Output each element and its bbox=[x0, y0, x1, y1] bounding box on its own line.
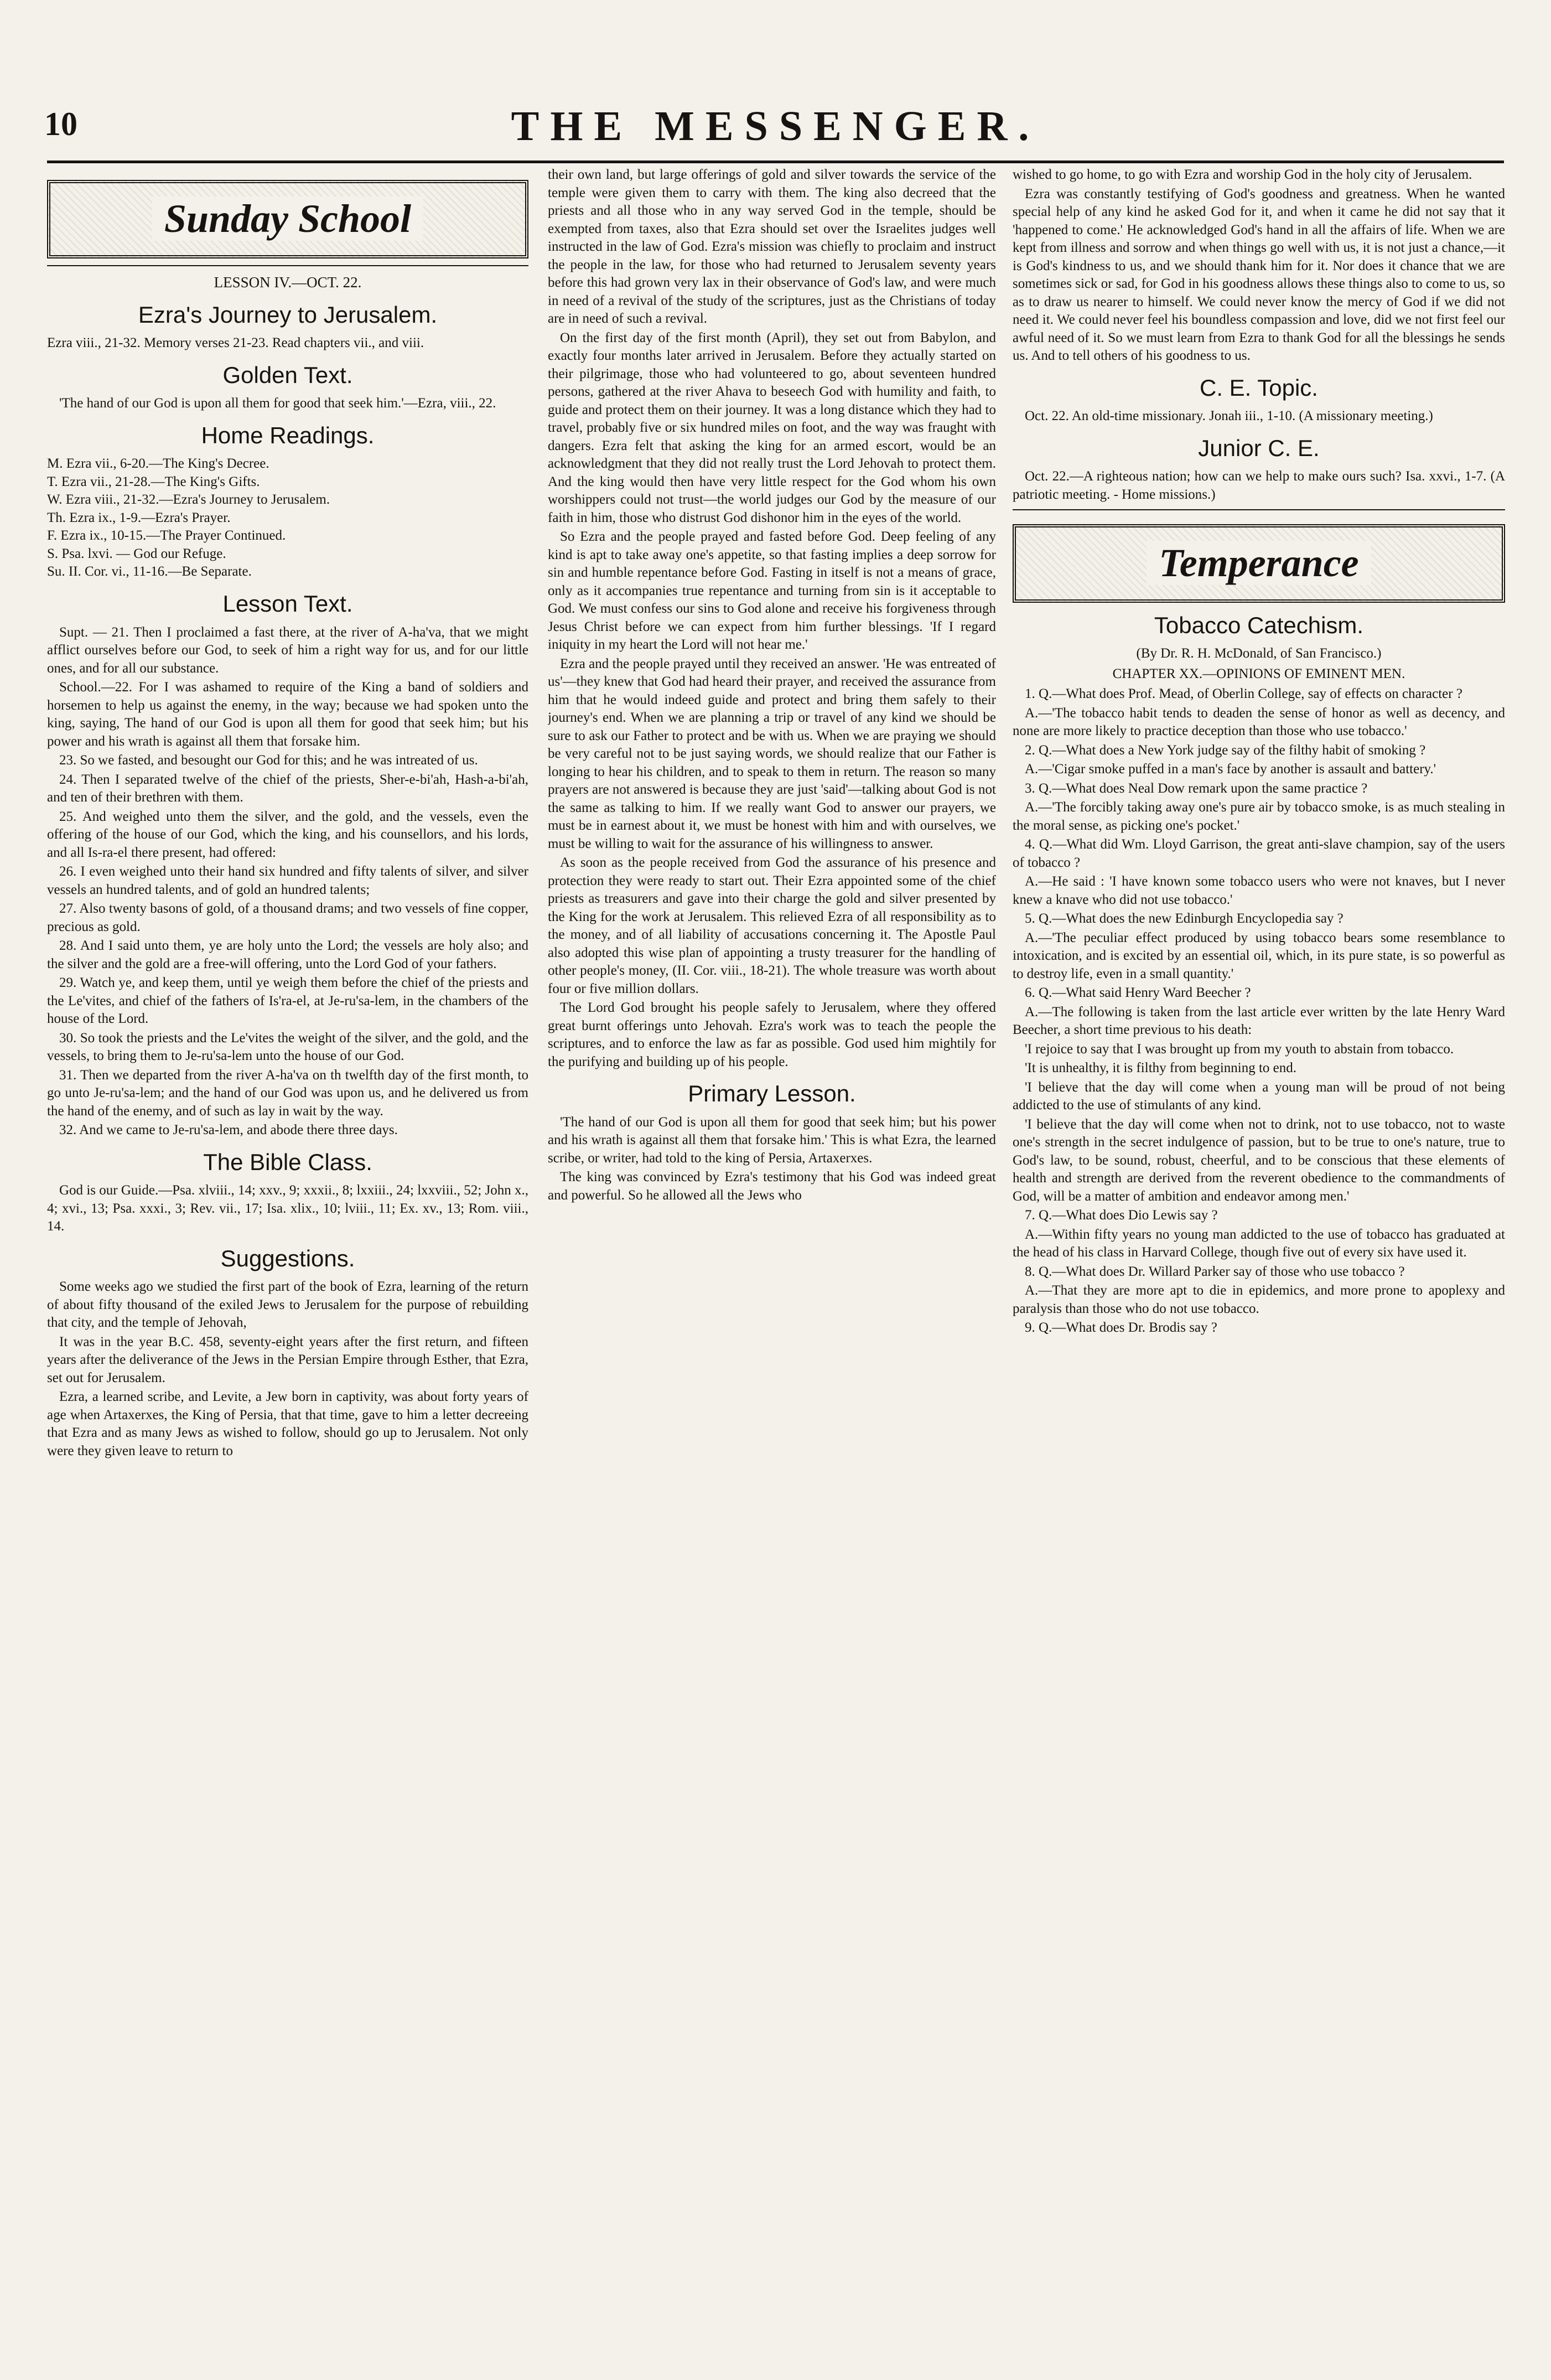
column-2 bbox=[548, 166, 996, 2369]
qa-item: 'I believe that the day will come when a young man will be proud of not being addicted to the use of stimulants of any kind. bbox=[1013, 1079, 1505, 1113]
qa-item: 7. Q.—What does Dio Lewis say ? bbox=[1025, 1208, 1218, 1223]
junior-ce-text: Oct. 22.—A righteous nation; how can we help to make ours such? Isa. xxvi., 1-7. (A patriotic meeting. - Home missions.) bbox=[1013, 469, 1505, 502]
verse: Supt. — 21. Then I proclaimed a fast there, at the river of A-ha'va, that we might afflict ourselves before our God, to seek of him a right way for us, and for our little ones, and for all our substance. bbox=[47, 624, 528, 676]
junior-ce-heading: Junior C. E. bbox=[1198, 434, 1320, 461]
bible-class-text: God is our Guide.—Psa. xlviii., 14; xxv., 9; xxxii., 8; lxxiii., 24; lxxviii., 52; John x., 4; xvi., 13; Psa. xxxi., 3; Rev. vii., 17; Isa. xlix., 10; lviii., 11; Ex. xv., 13; Rom. viii., 14. bbox=[47, 1183, 528, 1234]
catechism-byline: (By Dr. R. H. McDonald, of San Francisco.) bbox=[1136, 646, 1382, 661]
ornament-lettering: Sunday School bbox=[152, 196, 423, 241]
qa-item: 2. Q.—What does a New York judge say of the filthy habit of smoking ? bbox=[1025, 742, 1426, 758]
home-readings-list bbox=[47, 455, 528, 581]
reading-item: W. Ezra viii., 21-32.—Ezra's Journey to Jerusalem. bbox=[47, 492, 330, 508]
home-readings-heading: Home Readings. bbox=[201, 422, 375, 448]
qa-item: A.—He said : 'I have known some tobacco users who were not knaves, but I never knew a knave who did not use tobacco.' bbox=[1013, 874, 1505, 907]
reading-item: Th. Ezra ix., 1-9.—Ezra's Prayer. bbox=[47, 510, 231, 525]
article-paragraph: Ezra and the people prayed until they received an answer. 'He was entreated of us'—they knew that God had heard their prayer, and received the assurance from him that he would indeed guide and protect and bring them safely to their journey's end. When we are planning a trip or travel of any kind we should be sure to ask our Father to protect and be with us. When we are praying we should be very careful not to be just saying words, we should realize that our Father is longing to hear his children, and to speak to them in return. The reason so many prayers are not answered is because they are just 'said'—talking about God is not the same as talking to him. If we really want God to answer our prayers, we must be in earnest about it, we must be honest with him and with ourselves, we must be willing to wait for the assurance of his willingness to answer. bbox=[548, 656, 996, 851]
qa-item: A.—'The peculiar effect produced by using tobacco bears some resemblance to intoxication, and is excited by an essential oil, which, in its pure state, is so powerful as to destroy life, even in a small quantity.' bbox=[1013, 930, 1505, 981]
golden-text-heading: Golden Text. bbox=[222, 361, 353, 388]
primary-lesson-heading: Primary Lesson. bbox=[688, 1080, 856, 1106]
header-rule bbox=[47, 161, 1504, 163]
lesson-reference: Ezra viii., 21-32. Memory verses 21-23. Read chapters vii., and viii. bbox=[47, 335, 424, 351]
lesson-title: Ezra's Journey to Jerusalem. bbox=[138, 301, 438, 328]
article-paragraph: wished to go home, to go with Ezra and worship God in the holy city of Jerusalem. bbox=[1013, 167, 1472, 182]
qa-item: 'I rejoice to say that I was brought up from my youth to abstain from tobacco. bbox=[1025, 1041, 1454, 1057]
column-3 bbox=[1013, 166, 1505, 2369]
verse: 28. And I said unto them, ye are holy unto the Lord; the vessels are holy also; and the silver and the gold are a free-will offering, unto the Lord God of your fathers. bbox=[47, 938, 528, 971]
qa-item: A.—Within fifty years no young man addicted to the use of tobacco has graduated at the head of his class in Harvard College, though five out of every six have used it. bbox=[1013, 1227, 1505, 1260]
catechism-heading: Tobacco Catechism. bbox=[1154, 612, 1364, 638]
qa-item: 4. Q.—What did Wm. Lloyd Garrison, the great anti-slave champion, say of the users of tobacco ? bbox=[1013, 837, 1505, 870]
qa-item: A.—'Cigar smoke puffed in a man's face by another is assault and battery.' bbox=[1025, 762, 1436, 777]
verse: 32. And we came to Je-ru'sa-lem, and abode there three days. bbox=[59, 1122, 398, 1138]
suggestion-paragraph: Some weeks ago we studied the first part of the book of Ezra, learning of the return of about fifty thousand of the exiled Jews to Jerusalem for the purpose of rebuilding that city, and the temple of Jehovah, bbox=[47, 1279, 528, 1331]
ce-topic-heading: C. E. Topic. bbox=[1200, 374, 1318, 401]
qa-item: 'I believe that the day will come when not to drink, not to use tobacco, not to waste one's strength in the secret indulgence of passion, but to be true to one's nature, true to God's law, to be sound, robust, cheerful, and to be conscious that these elements of health and strength are derived from the reverent obedience to the commandments of God, will be a matter of ambition and endeavor among men.' bbox=[1013, 1116, 1505, 1204]
qa-item: 3. Q.—What does Neal Dow remark upon the same practice ? bbox=[1025, 780, 1368, 796]
column-1 bbox=[47, 166, 528, 2369]
verse: 31. Then we departed from the river A-ha'va on th twelfth day of the first month, to go unto Je-ru'sa-lem; and the hand of our God was upon us, and he delivered us from the hand of the enemy, and of such as lay in wait by the way. bbox=[47, 1067, 528, 1119]
ce-topic-text: Oct. 22. An old-time missionary. Jonah iii., 1-10. (A missionary meeting.) bbox=[1025, 408, 1433, 424]
suggestion-paragraph: Ezra, a learned scribe, and Levite, a Jew born in captivity, was about forty years of age when Artaxerxes, the King of Persia, that that time, gave to him a letter decreeing that Ezra and as many Jews as wished to follow, should go up to Jerusalem. Not only were they given leave to return to bbox=[47, 1389, 528, 1458]
primary-paragraph: 'The hand of our God is upon all them for good that seek him; but his power and his wrath is against all them that forsake him.' This is what Ezra, the learned scribe, or writer, had told to the king of Persia, Artaxerxes. bbox=[548, 1114, 996, 1166]
qa-item: 6. Q.—What said Henry Ward Beecher ? bbox=[1025, 985, 1251, 1001]
lesson-label: LESSON IV.—OCT. 22. bbox=[214, 273, 362, 291]
ornament-lettering: Temperance bbox=[1147, 541, 1371, 585]
masthead: THE MESSENGER. bbox=[511, 103, 1040, 149]
verse: 27. Also twenty basons of gold, of a thousand drams; and two vessels of fine copper, precious as gold. bbox=[47, 901, 528, 934]
article-paragraph: As soon as the people received from God the assurance of his presence and protection they were ready to start out. Their Ezra appointed some of the chief priests as treasurers and gave into their charge the gold and silver presented by the King for the work at Jerusalem. This relieved Ezra of all responsibility as to the money, and of all liability of accusations concerning it. The Apostle Paul also adopted this wise plan of appointing a trusty treasurer for the handling of other people's money, (II. Cor. viii., 18-21). The whole treasure was worth about four or five million dollars. bbox=[548, 855, 996, 996]
verse: 25. And weighed unto them the silver, and the gold, and the vessels, even the offering of the house of our God, which the king, and his counsellors, and his lords, and all Is-ra-el there present, had offered: bbox=[47, 809, 528, 860]
reading-item: T. Ezra vii., 21-28.—The King's Gifts. bbox=[47, 474, 260, 489]
verse: 29. Watch ye, and keep them, until ye weigh them before the chief of the priests and the Le'vites, and chief of the fathers of Is'ra-el, at Je-ru'sa-lem, in the chambers of the house of the Lord. bbox=[47, 975, 528, 1027]
primary-paragraph: The king was convinced by Ezra's testimony that his God was indeed great and powerful. So he allowed all the Jews who bbox=[548, 1170, 996, 1203]
lesson-text-heading: Lesson Text. bbox=[222, 590, 353, 617]
article-paragraph: On the first day of the first month (April), they set out from Babylon, and exactly four months later arrived in Jerusalem. Before they actually started on their pilgrimage, those who had volunteered to go, about seventeen hundred persons, gathered at the river Ahava to beseech God with humility and faith, to guide and protect them on their journey. It was a long distance which they had to travel, probably five or six hundred miles on foot, and the way was fraught with dangers. Ezra felt that asking the king for an armed escort, would be an acknowledgment that they did not really trust the Lord Jehovah to protect them. And the king would then have very little respect for the God whom his own worshippers could not trust—the world judges our God by the measure of our faith in him, those who distrust God dishonor him in the eyes of the world. bbox=[548, 330, 996, 525]
verse: School.—22. For I was ashamed to require of the King a band of soldiers and horsemen to help us against the enemy, in the way; because we had spoken unto the king, saying, The hand of our God is upon all them for good that seek him; but his power and his wrath is against all them that forsake him. bbox=[47, 680, 528, 749]
qa-item: A.—The following is taken from the last article ever written by the late Henry Ward Beecher, a short time previous to his death: bbox=[1013, 1004, 1505, 1038]
article-paragraph: their own land, but large offerings of gold and silver towards the service of the temple were given them to carry with them. The king also decreed that the priests and all those who in any way served God in the temple, should be exempted from taxes, also that Ezra should set over the Israelites judges well instructed in the law of God. Ezra's mission was chiefly to proclaim and instruct the people in the law, for those who had returned to Jerusalem seventy years before this had grown very lax in their observance of God's law, and were much in need of a revival of the study of the scriptures, just as the Christians of today are in need of such a revival. bbox=[548, 167, 996, 326]
chapter-title: CHAPTER XX.—OPINIONS OF EMINENT MEN. bbox=[1112, 666, 1405, 681]
page-number: 10 bbox=[44, 106, 77, 142]
qa-item: A.—'The forcibly taking away one's pure air by tobacco smoke, is as much stealing in the moral sense, as picking one's pocket.' bbox=[1013, 800, 1505, 833]
section-rule bbox=[47, 265, 528, 266]
qa-item: 1. Q.—What does Prof. Mead, of Oberlin College, say of effects on character ? bbox=[1025, 686, 1462, 702]
section-rule bbox=[1013, 509, 1505, 510]
bible-class-heading: The Bible Class. bbox=[203, 1148, 372, 1175]
qa-item: A.—That they are more apt to die in epidemics, and more prone to apoplexy and paralysis than those who do not use tobacco. bbox=[1013, 1283, 1505, 1316]
qa-item: 5. Q.—What does the new Edinburgh Encyclopedia say ? bbox=[1025, 911, 1343, 927]
suggestion-paragraph: It was in the year B.C. 458, seventy-eight years after the first return, and fifteen years after the deliverance of the Jews in the Persian Empire through Esther, that Ezra, set out for Jerusalem. bbox=[47, 1334, 528, 1385]
temperance-ornament bbox=[1013, 524, 1505, 603]
qa-item: 8. Q.—What does Dr. Willard Parker say of those who use tobacco ? bbox=[1025, 1264, 1405, 1279]
sunday-school-ornament bbox=[47, 180, 528, 258]
reading-item: M. Ezra vii., 6-20.—The King's Decree. bbox=[47, 456, 269, 472]
golden-text: 'The hand of our God is upon all them for good that seek him.'—Ezra, viii., 22. bbox=[59, 396, 496, 411]
reading-item: F. Ezra ix., 10-15.—The Prayer Continued. bbox=[47, 528, 286, 544]
verse: 23. So we fasted, and besought our God for this; and he was intreated of us. bbox=[59, 753, 478, 768]
verse: 24. Then I separated twelve of the chief of the priests, Sher-e-bi'ah, Hash-a-bi'ah, and ten of their brethren with them. bbox=[47, 772, 528, 805]
suggestions-heading: Suggestions. bbox=[220, 1245, 355, 1271]
verse: 30. So took the priests and the Le'vites the weight of the silver, and the gold, and the vessels, to bring them to Je-ru'sa-lem unto the house of our God. bbox=[47, 1030, 528, 1064]
qa-item: A.—'The tobacco habit tends to deaden the sense of honor as well as decency, and none are more likely to practice deception than those who use tobacco.' bbox=[1013, 705, 1505, 739]
reading-item: S. Psa. lxvi. — God our Refuge. bbox=[47, 546, 226, 561]
article-paragraph: Ezra was constantly testifying of God's goodness and greatness. When he wanted special help of any kind he asked God for it, and when it came he did not say that it 'happened to come.' He acknowledged God's hand in all the affairs of life. When we are kept from illness and sorrow and when things go well with us, it is not just a chance,—it is God's kindness to us, and we should thank him for it. Nor does it chance that we are sometimes sick or sad, for God in his goodness allows these things also to come to us, so as to draw us nearer to himself. We could never know the mercy of God if we did not need it. We could never feel his boundless compassion and love, did we not first feel our awful need of it. So we must learn from Ezra to thank God for all the blessings he sends us. And to tell others of his goodness to us. bbox=[1013, 186, 1505, 363]
article-paragraph: So Ezra and the people prayed and fasted before God. Deep feeling of any kind is apt to take away one's appetite, so that fasting implies a deep sorrow for sin and humble repentance before God. Fasting in itself is not a means of grace, only as it accompanies true repentance and turning from sin is it acceptable to God. We must confess our sins to God alone and receive his forgiveness through Jesus Christ before we can expect from him further blessings. 'If I regard iniquity in my heart the Lord will not hear me.' bbox=[548, 529, 996, 652]
verse: 26. I even weighed unto their hand six hundred and fifty talents of silver, and silver vessels an hundred talents, and of gold an hundred talents; bbox=[47, 864, 528, 897]
qa-item: 'It is unhealthy, it is filthy from beginning to end. bbox=[1025, 1060, 1297, 1076]
reading-item: Su. II. Cor. vi., 11-16.—Be Separate. bbox=[47, 564, 252, 580]
qa-item: 9. Q.—What does Dr. Brodis say ? bbox=[1025, 1320, 1217, 1336]
article-paragraph: The Lord God brought his people safely to Jerusalem, where they offered great burnt offerings unto Jehovah. Ezra's work was to teach the people the scriptures, and to enforce the law as far as possible. God used him mightily for the purifying and building up of his people. bbox=[548, 1000, 996, 1069]
